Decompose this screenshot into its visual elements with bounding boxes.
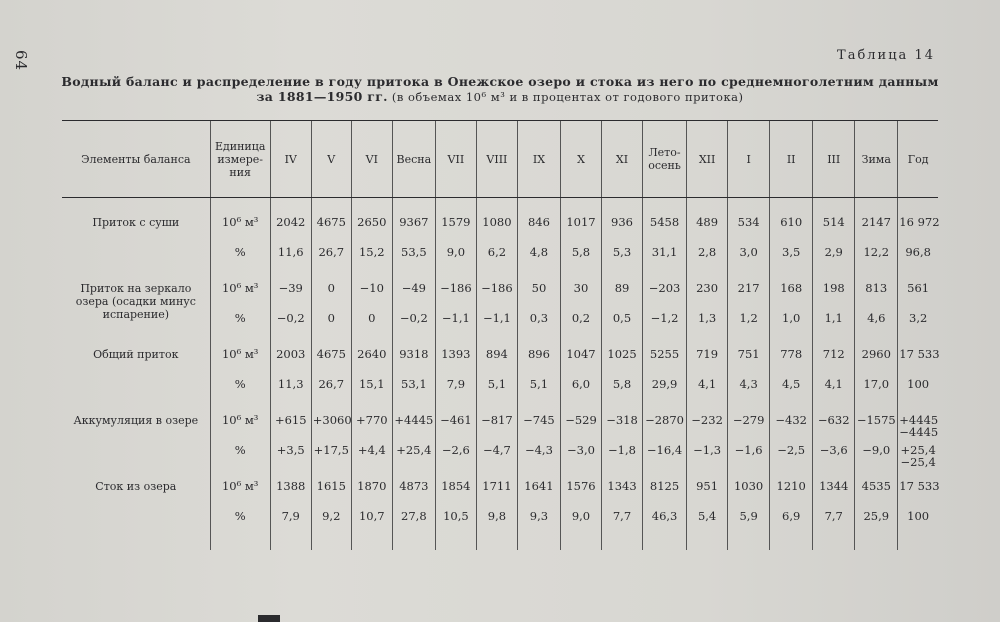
- value-cell: −3,6: [813, 444, 855, 480]
- value-cell: 29,9: [643, 378, 687, 414]
- title-subtitle: (в объемах 10⁶ м³ и в процентах от годового притока): [391, 90, 744, 104]
- title-line-1: Водный баланс и распределение в году притока в Онежское озеро и стока из него по среднемноголетним данным: [61, 74, 939, 89]
- value-cell: 2042: [270, 216, 311, 246]
- value-cell: 5,1: [517, 378, 560, 414]
- value-cell: 5458: [643, 216, 687, 246]
- unit-cell: 10⁶ м³: [210, 348, 270, 378]
- value-cell: 1615: [311, 480, 351, 510]
- value-cell: +3060: [311, 414, 351, 444]
- title-line-2: за 1881—1950 гг.: [256, 89, 388, 104]
- value-cell: −0,2: [270, 312, 311, 348]
- value-cell-extra: −25,4: [900, 455, 936, 469]
- value-cell: 7,7: [813, 510, 855, 550]
- value-cell: 0,5: [602, 312, 643, 348]
- value-cell: 26,7: [311, 246, 351, 282]
- value-cell: 100: [898, 510, 938, 550]
- unit-cell: 10⁶ м³: [210, 282, 270, 312]
- value-cell: 17 533: [898, 480, 938, 510]
- value-cell: 561: [898, 282, 938, 312]
- value-cell: 5,1: [476, 378, 517, 414]
- column-header: VIII: [476, 121, 517, 198]
- value-cell: 5,8: [560, 246, 601, 282]
- value-cell: +615: [270, 414, 311, 444]
- value-cell: 4,8: [517, 246, 560, 282]
- value-cell: 1344: [813, 480, 855, 510]
- value-cell: −4,7: [476, 444, 517, 480]
- value-cell: 846: [517, 216, 560, 246]
- value-cell: 50: [517, 282, 560, 312]
- value-cell: −1,8: [602, 444, 643, 480]
- table-row: [62, 480, 938, 510]
- unit-cell: %: [210, 444, 270, 480]
- column-header: V: [311, 121, 351, 198]
- value-cell: 46,3: [643, 510, 687, 550]
- value-cell: 719: [687, 348, 728, 378]
- value-cell: 4,5: [770, 378, 813, 414]
- value-cell: 0: [351, 312, 392, 348]
- value-cell: 1025: [602, 348, 643, 378]
- unit-cell: %: [210, 312, 270, 348]
- table-label: Таблица 14: [837, 48, 935, 63]
- value-cell: −2,6: [435, 444, 476, 480]
- value-cell: 9318: [392, 348, 435, 378]
- value-cell: +4445: [392, 414, 435, 444]
- value-cell: 712: [813, 348, 855, 378]
- value-cell: 5255: [643, 348, 687, 378]
- value-cell: 1388: [270, 480, 311, 510]
- column-header: VI: [351, 121, 392, 198]
- value-cell: 5,3: [602, 246, 643, 282]
- column-header: Элементы баланса: [62, 121, 210, 198]
- value-cell: 17,0: [855, 378, 898, 414]
- value-cell: −461: [435, 414, 476, 444]
- value-cell: 7,9: [435, 378, 476, 414]
- page-edge-mark: [258, 615, 280, 622]
- value-cell: 2,8: [687, 246, 728, 282]
- value-cell: −817: [476, 414, 517, 444]
- value-cell: 89: [602, 282, 643, 312]
- value-cell: 2,9: [813, 246, 855, 282]
- value-cell: −279: [728, 414, 770, 444]
- value-cell: 3,2: [898, 312, 938, 348]
- value-cell: −318: [602, 414, 643, 444]
- value-cell: 1870: [351, 480, 392, 510]
- value-cell: 30: [560, 282, 601, 312]
- value-cell: 1017: [560, 216, 601, 246]
- column-header: VII: [435, 121, 476, 198]
- value-cell: +770: [351, 414, 392, 444]
- value-cell: −16,4: [643, 444, 687, 480]
- value-cell: 610: [770, 216, 813, 246]
- value-cell: −745: [517, 414, 560, 444]
- value-cell: −2,5: [770, 444, 813, 480]
- value-cell: 751: [728, 348, 770, 378]
- value-cell: −1,2: [643, 312, 687, 348]
- value-cell: 0: [311, 282, 351, 312]
- column-header: Лето-осень: [643, 121, 687, 198]
- value-cell: −186: [435, 282, 476, 312]
- column-header: I: [728, 121, 770, 198]
- value-cell: −529: [560, 414, 601, 444]
- value-cell: 53,5: [392, 246, 435, 282]
- value-cell: 1641: [517, 480, 560, 510]
- value-cell: −1,1: [435, 312, 476, 348]
- column-header: XII: [687, 121, 728, 198]
- column-header: XI: [602, 121, 643, 198]
- value-cell: 2147: [855, 216, 898, 246]
- value-cell: 813: [855, 282, 898, 312]
- value-cell: +4445: [899, 413, 939, 427]
- value-cell: 4,6: [855, 312, 898, 348]
- page-number: 64: [12, 50, 30, 72]
- value-cell: 4,1: [687, 378, 728, 414]
- value-cell: 4,1: [813, 378, 855, 414]
- column-header: III: [813, 121, 855, 198]
- value-cell: 2640: [351, 348, 392, 378]
- value-cell: 9,3: [517, 510, 560, 550]
- value-cell: 9,0: [435, 246, 476, 282]
- value-cell: 53,1: [392, 378, 435, 414]
- value-cell: 11,6: [270, 246, 311, 282]
- value-cell: 198: [813, 282, 855, 312]
- value-cell: −2870: [643, 414, 687, 444]
- value-cell: 7,9: [270, 510, 311, 550]
- value-cell: 7,7: [602, 510, 643, 550]
- value-cell: 489: [687, 216, 728, 246]
- value-cell: 9,8: [476, 510, 517, 550]
- value-cell: 217: [728, 282, 770, 312]
- value-cell: 0,3: [517, 312, 560, 348]
- value-cell: 4535: [855, 480, 898, 510]
- column-header: Зима: [855, 121, 898, 198]
- column-header: Весна: [392, 121, 435, 198]
- value-cell: −432: [770, 414, 813, 444]
- value-cell: 100: [898, 378, 938, 414]
- value-cell: −4,3: [517, 444, 560, 480]
- value-cell: −203: [643, 282, 687, 312]
- value-cell: [898, 414, 938, 444]
- value-cell: 4873: [392, 480, 435, 510]
- value-cell: −0,2: [392, 312, 435, 348]
- header-row: [62, 121, 938, 198]
- value-cell: 1854: [435, 480, 476, 510]
- column-header: II: [770, 121, 813, 198]
- value-cell: −232: [687, 414, 728, 444]
- value-cell: 26,7: [311, 378, 351, 414]
- value-cell: −1,3: [687, 444, 728, 480]
- value-cell: 0,2: [560, 312, 601, 348]
- value-cell: 4675: [311, 216, 351, 246]
- value-cell: 230: [687, 282, 728, 312]
- value-cell: 1047: [560, 348, 601, 378]
- table-row: [62, 348, 938, 378]
- value-cell: 9,0: [560, 510, 601, 550]
- unit-cell: %: [210, 510, 270, 550]
- value-cell: 1030: [728, 480, 770, 510]
- unit-cell: %: [210, 378, 270, 414]
- value-cell: −186: [476, 282, 517, 312]
- column-header: X: [560, 121, 601, 198]
- balance-element-name: Общий приток: [93, 348, 179, 361]
- value-cell: 9367: [392, 216, 435, 246]
- value-cell: 16 972: [898, 216, 938, 246]
- value-cell: 1210: [770, 480, 813, 510]
- value-cell: 5,9: [728, 510, 770, 550]
- value-cell: −39: [270, 282, 311, 312]
- value-cell: 3,0: [728, 246, 770, 282]
- value-cell: −3,0: [560, 444, 601, 480]
- value-cell: 15,2: [351, 246, 392, 282]
- value-cell: 534: [728, 216, 770, 246]
- water-balance-table: [62, 120, 938, 550]
- value-cell: 17 533: [898, 348, 938, 378]
- value-cell: 778: [770, 348, 813, 378]
- value-cell: +3,5: [270, 444, 311, 480]
- value-cell: 1,0: [770, 312, 813, 348]
- unit-cell: 10⁶ м³: [210, 480, 270, 510]
- value-cell: 1711: [476, 480, 517, 510]
- unit-cell: 10⁶ м³: [210, 414, 270, 444]
- balance-element-name: Приток на зеркало озера (осадки минус испарение): [75, 282, 196, 321]
- value-cell: 8125: [643, 480, 687, 510]
- value-cell: 2650: [351, 216, 392, 246]
- spacer-row: [62, 198, 938, 217]
- value-cell: 3,5: [770, 246, 813, 282]
- table-body: [62, 198, 938, 551]
- value-cell: 15,1: [351, 378, 392, 414]
- column-header: IV: [270, 121, 311, 198]
- value-cell: 2960: [855, 348, 898, 378]
- value-cell: −10: [351, 282, 392, 312]
- value-cell: 1343: [602, 480, 643, 510]
- value-cell: 6,0: [560, 378, 601, 414]
- value-cell: 894: [476, 348, 517, 378]
- table-row: [62, 414, 938, 444]
- value-cell: +25,4: [392, 444, 435, 480]
- table-row: [62, 282, 938, 312]
- value-cell: 1579: [435, 216, 476, 246]
- value-cell: −1575: [855, 414, 898, 444]
- value-cell: −1,6: [728, 444, 770, 480]
- column-header: Единица измере-ния: [210, 121, 270, 198]
- table-row: [62, 216, 938, 246]
- value-cell: 10,7: [351, 510, 392, 550]
- unit-cell: %: [210, 246, 270, 282]
- value-cell: 896: [517, 348, 560, 378]
- value-cell: 1393: [435, 348, 476, 378]
- value-cell: 31,1: [643, 246, 687, 282]
- value-cell: 5,4: [687, 510, 728, 550]
- value-cell: 96,8: [898, 246, 938, 282]
- value-cell: 5,8: [602, 378, 643, 414]
- value-cell: 11,3: [270, 378, 311, 414]
- value-cell: 6,2: [476, 246, 517, 282]
- value-cell: 1,1: [813, 312, 855, 348]
- value-cell: 514: [813, 216, 855, 246]
- column-header: IX: [517, 121, 560, 198]
- value-cell: 2003: [270, 348, 311, 378]
- value-cell: 936: [602, 216, 643, 246]
- value-cell: 4675: [311, 348, 351, 378]
- value-cell: +4,4: [351, 444, 392, 480]
- value-cell: 1,2: [728, 312, 770, 348]
- value-cell: [898, 444, 938, 480]
- column-header: Год: [898, 121, 938, 198]
- value-cell: 168: [770, 282, 813, 312]
- value-cell: +25,4: [900, 443, 936, 457]
- value-cell: −9,0: [855, 444, 898, 480]
- value-cell: −632: [813, 414, 855, 444]
- value-cell: 1080: [476, 216, 517, 246]
- value-cell: 9,2: [311, 510, 351, 550]
- unit-cell: 10⁶ м³: [210, 216, 270, 246]
- value-cell-extra: −4445: [899, 425, 939, 439]
- value-cell: 12,2: [855, 246, 898, 282]
- value-cell: 951: [687, 480, 728, 510]
- table-title: [60, 74, 940, 105]
- value-cell: 27,8: [392, 510, 435, 550]
- value-cell: 1576: [560, 480, 601, 510]
- value-cell: +17,5: [311, 444, 351, 480]
- value-cell: 25,9: [855, 510, 898, 550]
- value-cell: −1,1: [476, 312, 517, 348]
- value-cell: 4,3: [728, 378, 770, 414]
- value-cell: 0: [311, 312, 351, 348]
- value-cell: −49: [392, 282, 435, 312]
- value-cell: 1,3: [687, 312, 728, 348]
- value-cell: 6,9: [770, 510, 813, 550]
- balance-element-name: Сток из озера: [95, 480, 177, 493]
- balance-element-name: Приток с суши: [92, 216, 180, 229]
- value-cell: 10,5: [435, 510, 476, 550]
- balance-element-name: Аккумуляция в озере: [73, 414, 199, 427]
